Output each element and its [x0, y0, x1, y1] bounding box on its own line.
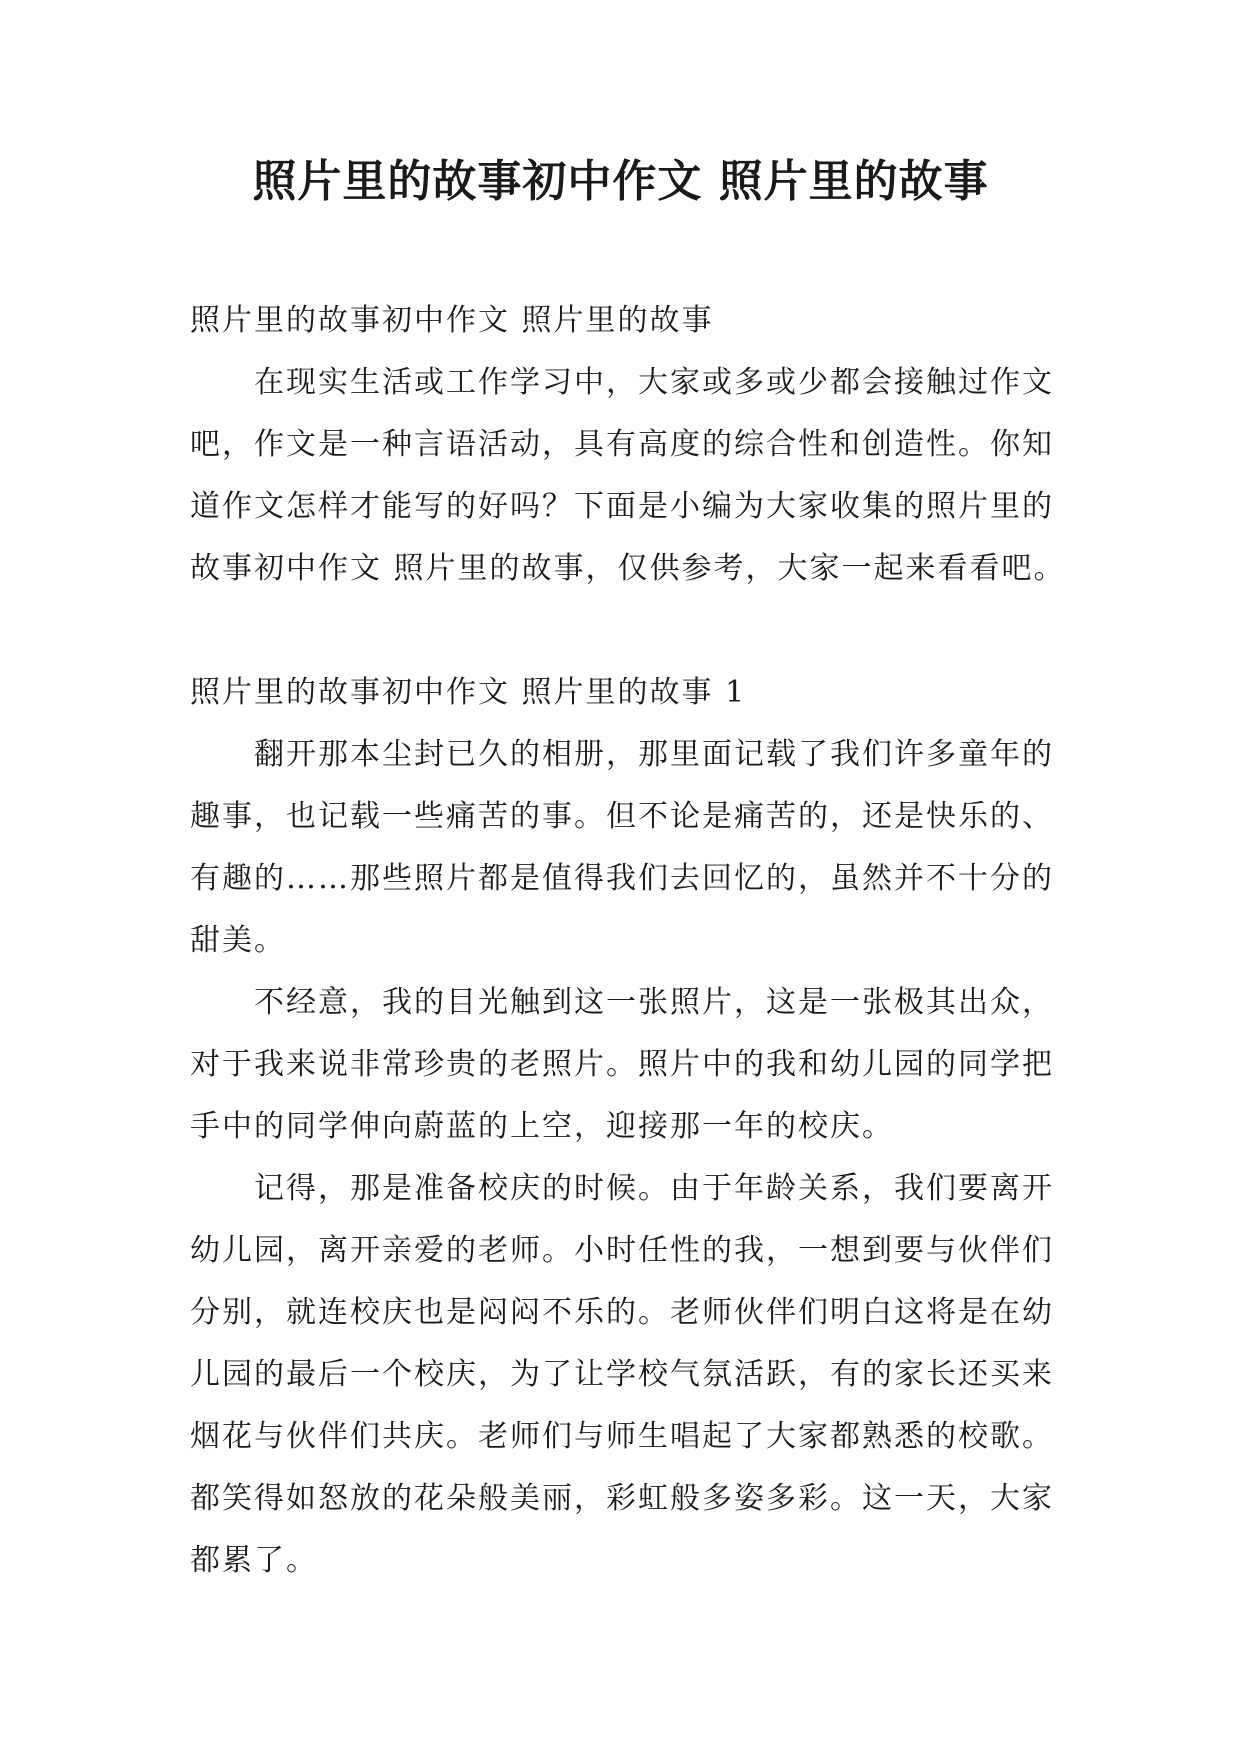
document-title: 照片里的故事初中作文 照片里的故事 [252, 156, 989, 207]
section1-heading: 照片里的故事初中作文 照片里的故事 1 [190, 675, 747, 710]
section1-paragraph-2: 不经意，我的目光触到这一张照片，这是一张极其出众，对于我来说非常珍贵的老照片。照片中的我和幼儿园的同学把手中的同学伸向蔚蓝的上空，迎接那一年的校庆。 [190, 985, 1054, 1144]
section1-paragraph-1: 翻开那本尘封已久的相册，那里面记载了我们许多童年的趣事，也记载一些痛苦的事。但不论是痛苦的，还是快乐的、有趣的……那些照片都是值得我们去回忆的，虽然并不十分的甜美。 [190, 737, 1054, 958]
intro-heading: 照片里的故事初中作文 照片里的故事 [190, 303, 714, 338]
intro-paragraph: 在现实生活或工作学习中，大家或多或少都会接触过作文吧，作文是一种言语活动，具有高度的综合性和创造性。你知道作文怎样才能写的好吗？下面是小编为大家收集的照片里的故事初中作文 照片里的故事，仅供参考，大家一起来看看吧。 [190, 365, 1066, 586]
section1-paragraph-3: 记得，那是准备校庆的时候。由于年龄关系，我们要离开幼儿园，离开亲爱的老师。小时任性的我，一想到要与伙伴们分别，就连校庆也是闷闷不乐的。老师伙伴们明白这将是在幼儿园的最后一个校庆，为了让学校气氛活跃，有的家长还买来烟花与伙伴们共庆。老师们与师生唱起了大家都熟悉的校歌。都笑得如怒放的花朵般美丽，彩虹般多姿多彩。这一天，大家都累了。 [190, 1171, 1054, 1578]
document-body [190, 290, 1070, 1592]
section-spacer [190, 600, 1070, 662]
